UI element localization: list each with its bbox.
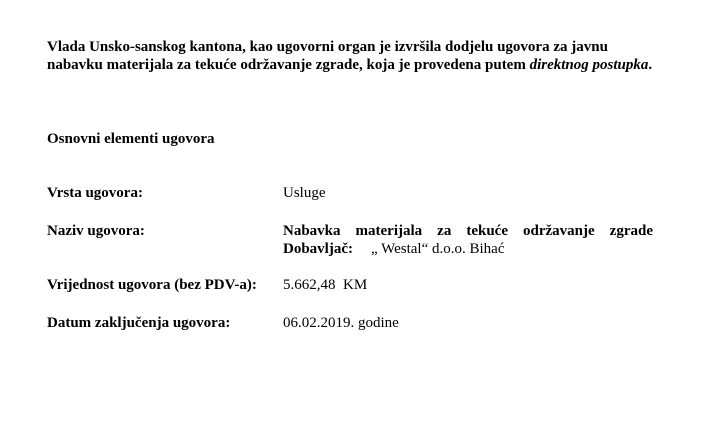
document-page [47,0,653,430]
supplier-line [283,240,653,258]
intro-paragraph [47,38,653,74]
contract-value-amount: 5.662,48 KM [283,277,368,293]
contract-value-label: Vrijednost ugovora (bez PDV-a): [47,277,257,293]
section-title: Osnovni elementi ugovora [47,131,215,147]
contract-type-value: Usluge [283,185,326,201]
supplier-label: Dobavljač: [283,241,353,257]
contract-date-label: Datum zaključenja ugovora: [47,315,231,331]
contract-name-block [283,222,653,258]
contract-name-label: Naziv ugovora: [47,223,145,239]
supplier-value: „ Westal“ d.o.o. Bihać [371,241,505,257]
contract-date-value: 06.02.2019. godine [283,315,399,331]
intro-text: Vlada Unsko-sanskog kantona, kao ugovorni organ je izvršila dodjelu ugovora za javnu nabavku materijala za tekuće održavanje zgrade, koja je provedena putem [47,39,608,73]
intro-period: . [648,57,653,73]
intro-procedure-type: direktnog postupka [529,57,649,73]
contract-type-label: Vrsta ugovora: [47,185,143,201]
contract-name-value: Nabavka materijala za tekuće održavanje zgrade [283,223,653,239]
